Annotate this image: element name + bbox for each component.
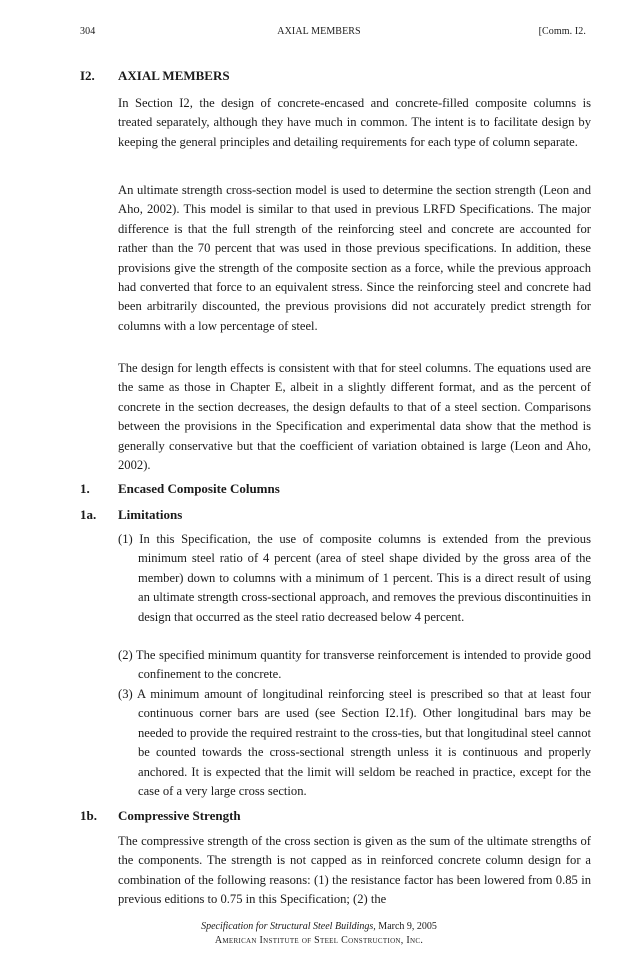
section-title: Compressive Strength xyxy=(118,808,241,823)
list-item: (3) A minimum amount of longitudinal reinforcing steel is prescribed so that at least four continuous corner bars are used (see Section I2.1f). Other longitudinal bars may be needed to provide the required restraint to the cross-ties, but that longitudinal steel cannot be counted towards the cross-sectional strength unless it is continuous and properly anchored. It is expected that the limit will seldom be reached in practice, except for the case of a very large cross section. xyxy=(118,687,591,799)
running-title: AXIAL MEMBERS xyxy=(277,26,361,37)
section-label: 1b. xyxy=(80,808,97,823)
paragraph-1b-1: The compressive strength of the cross section is given as the sum of the ultimate strengths of the components. The strength is not capped as in reinforced concrete column design for a combination of the following reasons: (1) the resistance factor has been lowered from 0.85 in previous editions to 0.75 in this Specification; (2) the xyxy=(118,834,591,907)
section-title: Encased Composite Columns xyxy=(118,481,280,496)
section-title: AXIAL MEMBERS xyxy=(118,68,230,83)
paragraph-i2-2: An ultimate strength cross-section model is used to determine the section strength (Leon and Aho, 2002). This model is similar to that used in previous LRFD Specifications. The major difference is that the full strength of the reinforcing steel and concrete are accounted for rather than the 70 percent that was used in those previous specifications. In addition, these provisions give the strength of the composite section as a force, while the previous approach had converted that force to an equivalent stress. Since the reinforcing steel and concrete had been arbitrarily discounted, the previous provisions did not accurately predict strength for columns with a low percentage of steel. xyxy=(118,183,591,333)
section-title: Limitations xyxy=(118,507,183,522)
paragraph-i2-1: In Section I2, the design of concrete-encased and concrete-filled composite columns is treated separately, although they have much in common. The intent is to facilitate design by keeping the general principles and detailing requirements for each type of column separate. xyxy=(118,96,591,149)
paragraph-i2-3: The design for length effects is consistent with that for steel columns. The equations used are the same as those in Chapter E, albeit in a slightly different format, and as the percent of concrete in the section decreases, the design defaults to that of a steel section. Comparisons between the provisions in the Specification and experimental data show that the method is generally conservative but that the coefficient of variation obtained is large (Leon and Aho, 2002). xyxy=(118,361,591,473)
footer-publisher: American Institute of Steel Construction, Inc. xyxy=(214,935,424,946)
section-label: I2. xyxy=(80,68,95,83)
section-label: 1. xyxy=(80,481,90,496)
footer-citation xyxy=(0,921,638,932)
section-label: 1a. xyxy=(80,507,97,522)
list-item: (2) The specified minimum quantity for transverse reinforcement is intended to provide good confinement to the concrete. xyxy=(118,648,591,682)
spec-title: Specification for Structural Steel Buildings, xyxy=(201,921,376,932)
footer-date: March 9, 2005 xyxy=(375,921,437,932)
list-item: (1) In this Specification, the use of composite columns is extended from the previous minimum steel ratio of 4 percent (area of steel shape divided by the gross area of the member) down to columns with a minimum of 1 percent. This is a direct result of using an ultimate strength cross-sectional approach, and removes the previous discontinuities in design that occurred as the steel ratio decreased below 4 percent. xyxy=(118,532,591,624)
page-number: 304 xyxy=(80,26,96,37)
section-reference: [Comm. I2. xyxy=(538,26,586,37)
